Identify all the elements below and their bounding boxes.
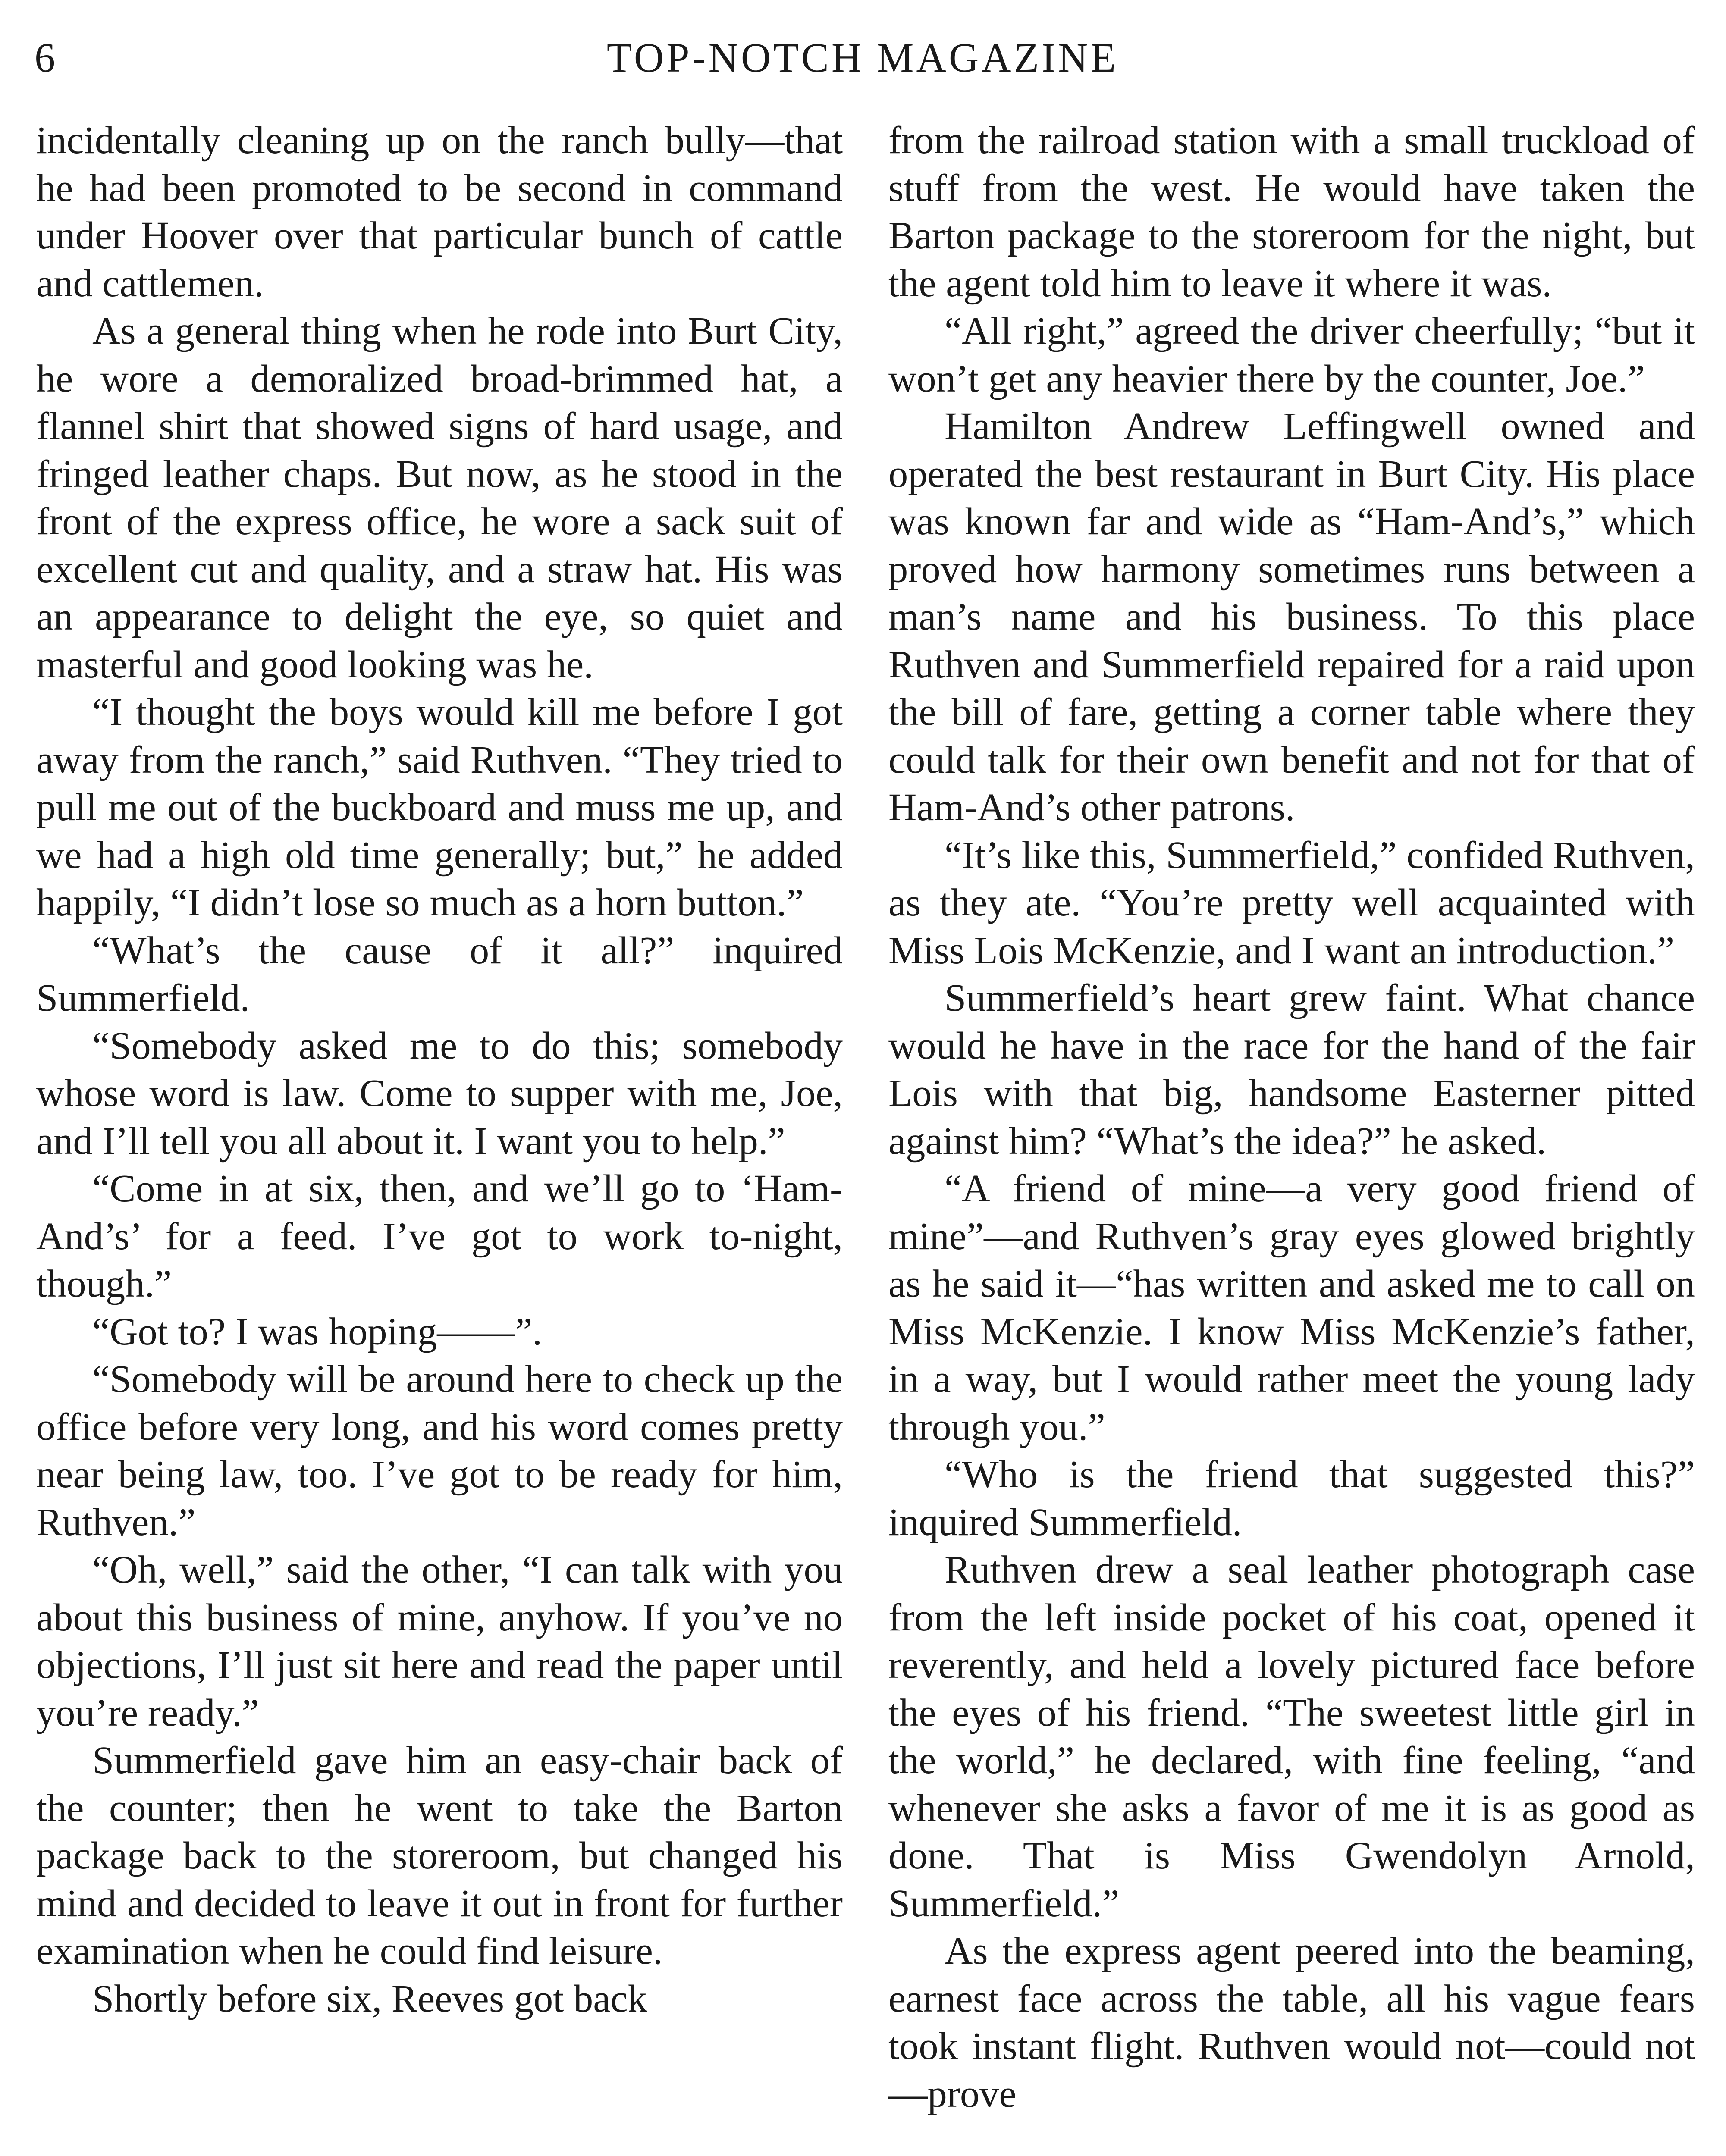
page-header — [35, 34, 1691, 98]
paragraph: “Who is the friend that suggested this?” inquired Summerfield. — [888, 1452, 1695, 1544]
running-head-title: TOP-NOTCH MAGAZINE — [606, 34, 1119, 81]
paragraph: “I thought the boys would kill me before I got away from the ranch,” said Ruthven. “They tried to pull me out of the buckboard and muss me up, and we had a high old time generally; but,” he added happily, “I didn’t lose so much as a horn button.” — [36, 690, 843, 924]
paragraph: “Oh, well,” said the other, “I can talk with you about this business of mine, anyhow. If you’ve no objections, I’ll just sit here and read the paper until you’re ready.” — [36, 1548, 843, 1734]
paragraph: Shortly before six, Reeves got back — [92, 1976, 647, 2020]
paragraph: “Somebody will be around here to check up the office before very long, and his word comes pretty near being law, too. I’ve got to be ready for him, Ruthven.” — [36, 1357, 843, 1544]
paragraph: “Come in at six, then, and we’ll go to ‘Ham-And’s’ for a feed. I’ve got to work to-night, though.” — [36, 1166, 843, 1305]
paragraph: “What’s the cause of it all?” inquired Summerfield. — [36, 928, 843, 1019]
left-text-column — [36, 116, 843, 2022]
paragraph: “It’s like this, Summerfield,” confided Ruthven, as they ate. “You’re pretty well acquainted with Miss Lois McKenzie, and I want an introduction.” — [888, 833, 1695, 972]
page-number: 6 — [35, 34, 56, 81]
paragraph: from the railroad station with a small truckload of stuff from the west. He would have taken the Barton package to the storeroom for the night, but the agent told him to leave it where it was. — [888, 118, 1695, 305]
paragraph: Hamilton Andrew Leffingwell owned and operated the best restaurant in Burt City. His place was known far and wide as “Ham-And’s,” which proved how harmony sometimes runs between a man’s name and his business. To this place Ruthven and Summerfield repaired for a raid upon the bill of fare, getting a corner table where they could talk for their own benefit and not for that of Ham-And’s other patrons. — [888, 404, 1695, 829]
right-text-column — [888, 116, 1695, 2118]
paragraph: As the express agent peered into the beaming, earnest face across the table, all his vague fears took instant flight. Ruthven would not—could not—prove — [888, 1929, 1695, 2115]
paragraph: As a general thing when he rode into Burt City, he wore a demoralized broad-brimmed hat, a flannel shirt that showed signs of hard usage, and fringed leather chaps. But now, as he stood in the front of the express office, he wore a sack suit of excellent cut and quality, and a straw hat. His was an appearance to delight the eye, so quiet and masterful and good looking was he. — [36, 309, 843, 686]
paragraph: “All right,” agreed the driver cheerfully; “but it won’t get any heavier there by the counter, Joe.” — [888, 309, 1695, 400]
paragraph: incidentally cleaning up on the ranch bully—that he had been promoted to be second in command under Hoover over that particular bunch of cattle and cattlemen. — [36, 118, 843, 305]
paragraph: Summerfield gave him an easy-chair back of the counter; then he went to take the Barton package back to the storeroom, but changed his mind and decided to leave it out in front for further examination when he could find leisure. — [36, 1738, 843, 1972]
paragraph: “Got to? I was hoping——”. — [92, 1309, 543, 1353]
paragraph: “A friend of mine—a very good friend of mine”—and Ruthven’s gray eyes glowed brightly as he said it—“has written and asked me to call on Miss McKenzie. I know Miss McKenzie’s father, in a way, but I would rather meet the young lady through you.” — [888, 1166, 1695, 1448]
paragraph: “Somebody asked me to do this; somebody whose word is law. Come to supper with me, Joe, and I’ll tell you all about it. I want you to help.” — [36, 1023, 843, 1163]
paragraph: Ruthven drew a seal leather photograph case from the left inside pocket of his coat, opened it reverently, and held a lovely pictured face before the eyes of his friend. “The sweetest little girl in the world,” he declared, with fine feeling, “and whenever she asks a favor of me it is as good as done. That is Miss Gwendolyn Arnold, Summerfield.” — [888, 1548, 1695, 1925]
paragraph: Summerfield’s heart grew faint. What chance would he have in the race for the hand of the fair Lois with that big, handsome Easterner pitted against him? “What’s the idea?” he asked. — [888, 976, 1695, 1163]
